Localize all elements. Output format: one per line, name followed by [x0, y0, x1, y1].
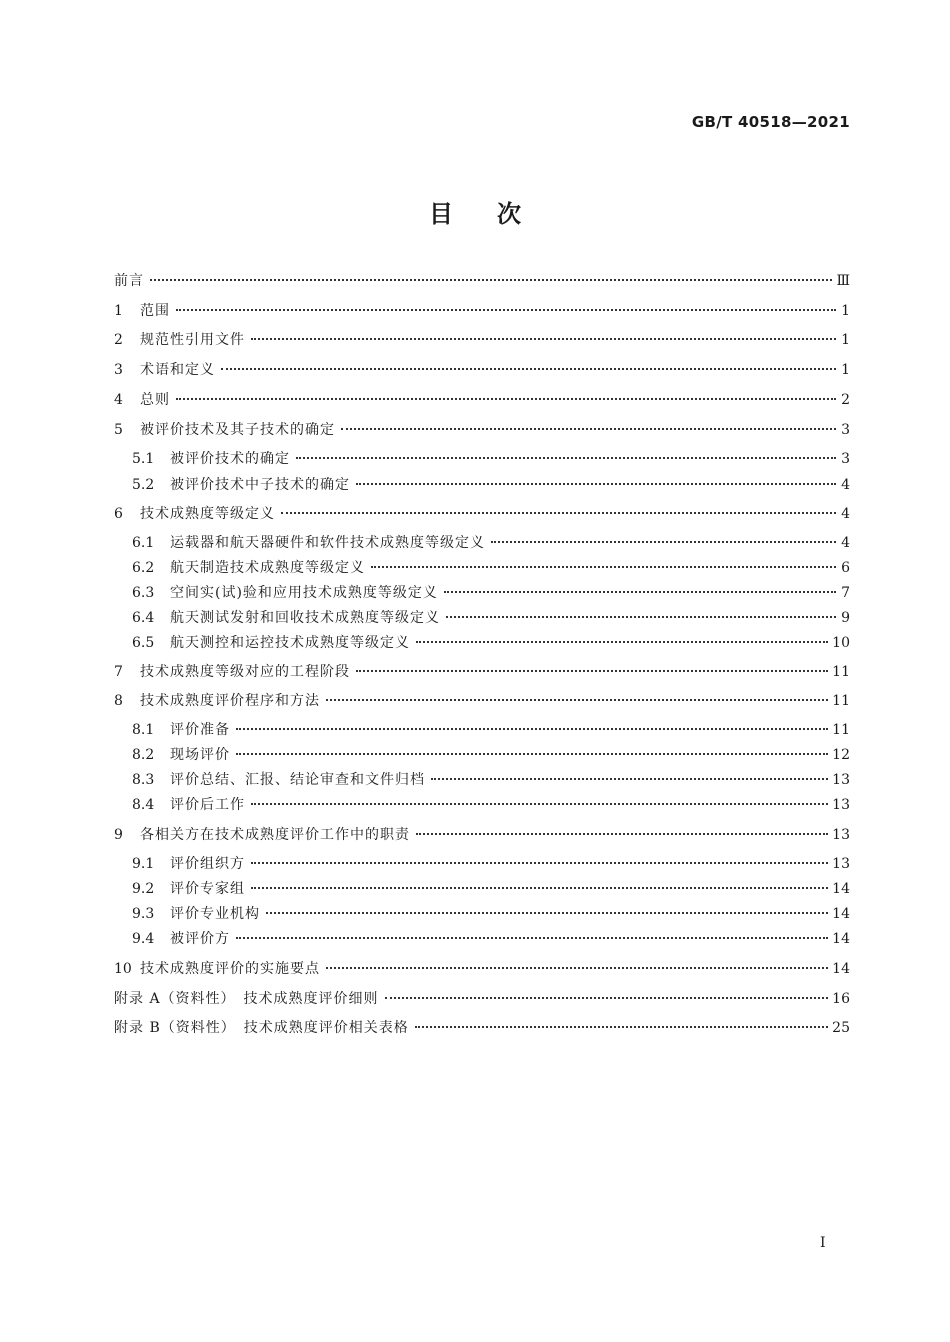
toc-entry-title: 技术成熟度等级定义 — [140, 506, 275, 522]
toc-entry-page: 13 — [832, 827, 850, 843]
toc-entry-number: 5.2 — [132, 477, 155, 493]
toc-entry-number: 7 — [114, 664, 123, 680]
toc-entry-title: 评价准备 — [170, 722, 230, 738]
toc-entry[interactable] — [114, 389, 850, 411]
toc-entry-title: 被评价技术及其子技术的确定 — [140, 422, 335, 438]
toc-entry-title: 附录 B（资料性） 技术成熟度评价相关表格 — [114, 1020, 409, 1036]
toc-entry[interactable] — [132, 853, 850, 875]
toc-entry-number: 9 — [114, 827, 123, 843]
toc-leader-dots — [236, 752, 828, 755]
toc-entry-page: 6 — [841, 560, 850, 576]
toc-entry-page: 11 — [832, 693, 850, 709]
toc-entry-title: 评价后工作 — [170, 797, 245, 813]
toc-entry[interactable] — [114, 419, 850, 441]
toc-entry-title: 被评价技术的确定 — [170, 451, 290, 467]
toc-entry-title: 航天测试发射和回收技术成熟度等级定义 — [170, 610, 440, 626]
toc-entry-number: 6.3 — [132, 585, 155, 601]
toc-entry-number: 8.4 — [132, 797, 155, 813]
toc-leader-dots — [356, 669, 828, 672]
toc-entry[interactable] — [114, 1017, 850, 1039]
page-title: 目次 — [429, 200, 565, 228]
toc-entry-page: 1 — [841, 332, 850, 348]
toc-entry-title: 规范性引用文件 — [140, 332, 245, 348]
toc-leader-dots — [251, 802, 828, 805]
toc-leader-dots — [431, 777, 828, 780]
toc-entry-page: 10 — [832, 635, 850, 651]
toc-entry-number: 2 — [114, 332, 123, 348]
toc-entry-page: 4 — [841, 477, 850, 493]
toc-leader-dots — [326, 966, 828, 969]
toc-entry-page: 13 — [832, 772, 850, 788]
standard-code: GB/T 40518—2021 — [691, 113, 850, 131]
toc-entry[interactable] — [114, 661, 850, 683]
toc-entry[interactable] — [132, 744, 850, 766]
toc-entry-page: 2 — [841, 392, 850, 408]
toc-leader-dots — [326, 698, 828, 701]
toc-leader-dots — [416, 640, 828, 643]
toc-leader-dots — [371, 565, 836, 568]
toc-entry-page: 1 — [841, 362, 850, 378]
toc-entry-page: 3 — [841, 451, 850, 467]
toc-entry-page: 14 — [832, 881, 850, 897]
toc-entry-page: 1 — [841, 303, 850, 319]
toc-entry[interactable] — [114, 988, 850, 1010]
toc-leader-dots — [176, 308, 836, 311]
toc-entry-number: 4 — [114, 392, 123, 408]
toc-entry-title: 技术成熟度评价的实施要点 — [140, 961, 320, 977]
toc-leader-dots — [251, 886, 828, 889]
toc-entry-number: 8 — [114, 693, 123, 709]
toc-entry-page: 3 — [841, 422, 850, 438]
toc-entry-page: 25 — [832, 1020, 850, 1036]
toc-entry-title: 现场评价 — [170, 747, 230, 763]
toc-entry[interactable] — [132, 878, 850, 900]
toc-entry[interactable] — [114, 503, 850, 525]
toc-entry-number: 8.1 — [132, 722, 155, 738]
toc-entry-title: 技术成熟度等级对应的工程阶段 — [140, 664, 350, 680]
toc-entry[interactable] — [114, 824, 850, 846]
toc-entry-page: 4 — [841, 535, 850, 551]
toc-entry-title: 总则 — [140, 392, 170, 408]
toc-entry-number: 6.5 — [132, 635, 155, 651]
toc-entry[interactable] — [132, 794, 850, 816]
toc-leader-dots — [415, 1025, 828, 1028]
toc-entry-title: 各相关方在技术成熟度评价工作中的职责 — [140, 827, 410, 843]
toc-entry-page: 14 — [832, 931, 850, 947]
toc-entry-page: 12 — [832, 747, 850, 763]
toc-leader-dots — [176, 397, 836, 400]
page-number: I — [820, 1235, 826, 1251]
toc-entry-title: 被评价技术中子技术的确定 — [170, 477, 350, 493]
toc-entry[interactable] — [132, 903, 850, 925]
toc-leader-dots — [251, 861, 828, 864]
toc-entry-page: 16 — [832, 991, 850, 1007]
toc-entry[interactable] — [132, 557, 850, 579]
toc-entry-number: 9.1 — [132, 856, 155, 872]
toc-entry[interactable] — [132, 928, 850, 950]
toc-leader-dots — [341, 427, 836, 430]
toc-entry[interactable] — [114, 690, 850, 712]
toc-entry[interactable] — [132, 632, 850, 654]
toc-entry-page: Ⅲ — [836, 273, 850, 289]
toc-entry-page: 13 — [832, 856, 850, 872]
toc-entry-title: 范围 — [140, 303, 170, 319]
toc-entry-page: 13 — [832, 797, 850, 813]
toc-entry-page: 11 — [832, 722, 850, 738]
toc-entry[interactable] — [132, 448, 850, 470]
toc-entry-number: 5 — [114, 422, 123, 438]
toc-entry-title: 评价组织方 — [170, 856, 245, 872]
toc-entry-title: 航天制造技术成熟度等级定义 — [170, 560, 365, 576]
toc-entry-title: 空间实(试)验和应用技术成熟度等级定义 — [170, 585, 438, 601]
toc-entry-title: 前言 — [114, 273, 144, 289]
toc-entry[interactable] — [114, 270, 850, 292]
toc-entry-title: 运载器和航天器硬件和软件技术成熟度等级定义 — [170, 535, 485, 551]
toc-entry-page: 7 — [841, 585, 850, 601]
toc-entry-title: 技术成熟度评价程序和方法 — [140, 693, 320, 709]
toc-entry-page: 11 — [832, 664, 850, 680]
toc-entry-number: 8.2 — [132, 747, 155, 763]
toc-entry-number: 1 — [114, 303, 123, 319]
toc-entry-number: 6 — [114, 506, 123, 522]
toc-leader-dots — [296, 456, 836, 459]
toc-entry-number: 6.1 — [132, 535, 155, 551]
toc-entry[interactable] — [114, 359, 850, 381]
toc-entry-title: 评价专业机构 — [170, 906, 260, 922]
toc-leader-dots — [236, 727, 828, 730]
toc-leader-dots — [444, 590, 836, 593]
toc-entry[interactable] — [132, 532, 850, 554]
toc-entry[interactable] — [132, 474, 850, 496]
toc-entry-page: 4 — [841, 506, 850, 522]
toc-entry-number: 10 — [114, 961, 132, 977]
toc-entry-title: 附录 A（资料性） 技术成熟度评价细则 — [114, 991, 379, 1007]
toc-entry[interactable] — [114, 300, 850, 322]
toc-entry-number: 5.1 — [132, 451, 155, 467]
toc-entry-page: 9 — [841, 610, 850, 626]
toc-leader-dots — [221, 367, 836, 370]
toc-entry-title: 术语和定义 — [140, 362, 215, 378]
toc-leader-dots — [251, 337, 836, 340]
toc-entry-number: 8.3 — [132, 772, 155, 788]
toc-entry[interactable] — [132, 769, 850, 791]
toc-leader-dots — [236, 936, 828, 939]
toc-entry[interactable] — [114, 958, 850, 980]
toc-leader-dots — [150, 278, 832, 281]
toc-entry-number: 6.2 — [132, 560, 155, 576]
toc-leader-dots — [356, 482, 836, 485]
toc-leader-dots — [266, 911, 828, 914]
toc-entry-title: 被评价方 — [170, 931, 230, 947]
toc-leader-dots — [385, 996, 829, 999]
toc-entry-number: 9.2 — [132, 881, 155, 897]
toc-leader-dots — [416, 832, 828, 835]
toc-entry-page: 14 — [832, 961, 850, 977]
toc-leader-dots — [491, 540, 836, 543]
toc-entry-number: 9.4 — [132, 931, 155, 947]
toc-entry-page: 14 — [832, 906, 850, 922]
toc-entry-title: 评价专家组 — [170, 881, 245, 897]
toc-leader-dots — [281, 511, 836, 514]
toc-leader-dots — [446, 615, 836, 618]
toc-entry[interactable] — [132, 582, 850, 604]
toc-entry[interactable] — [132, 719, 850, 741]
toc-entry-number: 9.3 — [132, 906, 155, 922]
toc-entry-title: 航天测控和运控技术成熟度等级定义 — [170, 635, 410, 651]
toc-entry[interactable] — [132, 607, 850, 629]
toc-entry-number: 6.4 — [132, 610, 155, 626]
toc-entry-number: 3 — [114, 362, 123, 378]
toc-entry-title: 评价总结、汇报、结论审查和文件归档 — [170, 772, 425, 788]
toc-entry[interactable] — [114, 329, 850, 351]
